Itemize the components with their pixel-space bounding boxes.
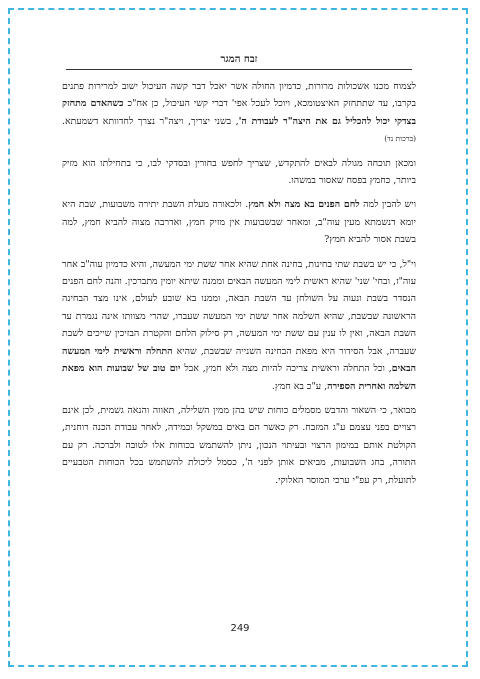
bold-text: כשהאדם מתחזק בצדקי יכול להכליל גם את היצה"ר לעבודת ה' (62, 98, 416, 127)
text: וי"ל, כי יש בשבת שתי בחינות, בחינה אחת שהיא אחר ששת ימי המעשה, והיא כדמיון עוה"ב אחר עוה"ז, ובחי' שני' שהיא ראשית לימי המעשה הבאים וממנה שיתא יומין מתברכין. והנה לחם הפנים הנסדר בשבת ונעוה על השולחן עד השבת הבאה, וממנו בא שובע לעולם, אינו מצד הבחינה הראשונה שבשבת, שהיא השלמה אחר ששת ימי המעשה שעברו, שהרי מצוותו אינה נגמרת עד השבת הבאה, ואין לו ענין עם ששת ימי המעשה, רק סילוק הלחם והקטרת הבזיכין שייכים לשבת שעברה, אבל הסידור היא מפאת הבחינה השנייה שבשבת, שהיא (62, 258, 416, 357)
paragraph-3 (62, 196, 416, 248)
page-number: 249 (230, 623, 250, 634)
paragraph-1 (62, 78, 416, 148)
text: . ולכאורה מעלת השבת יתירה משבועות, שבת היא יומא דנשמתא מעין עוה"ב, ומאחר שבשבועות אין מזיק חמץ, ואדרבה מצוה להביא חמץ, למה בשבת אסור להביא חמץ? (62, 199, 416, 246)
text: , וכל התחלה וראשית צריכה להיות מצה ולא חמץ, אבל (180, 363, 392, 375)
paragraph-5 (62, 402, 416, 489)
paragraph-4 (62, 256, 416, 395)
paragraph-2 (62, 155, 416, 190)
bold-text: לחם הפנים בא מצה ולא חמץ (248, 199, 360, 211)
bold-text: יום טוב של שבועות הוא מפאת השלמה ואחרית הספירה (62, 363, 416, 392)
page-body (62, 78, 416, 496)
text: ומכאן תוכחה מגולה לבאים להתקדש, שצריך לחפש בחורין ובסדקי לבו, כי בתחילתו הוא מזיק ביותר, כחמץ בפסח שאסור במשהו. (62, 157, 416, 187)
bold-text: התחלה וראשית לימי המעשה הבאים (62, 345, 416, 375)
source-citation: (ברכות נד) (384, 134, 416, 144)
running-header: זבח המגר (220, 54, 258, 65)
text: , ע"כ בא חמץ. (271, 380, 328, 392)
text: מבואר, כי השאור והדבש מסמלים כוחות שיש בהן ממין השלילה, תאווה והנאה גשמית, לכן אינם רצויים בפני עצמם ע"ג המזבח. רק כאשר הם באים במשקל ובמידה, לאחר עבודת הכנה רוחנית, הקולטת אותם במימון הרצוי ובעיתוי הנכון, ניתן להשתמש בכוחות אלו לטובה ולברכה. רק עם התורה, בחג השבועות, מביאים אותן לפני ה', כסמל ליכולת להשתמש בכל הכוחות הטבעיים לתועלת, רק עפ"י ערכי המוסר האלוקי. (62, 404, 416, 486)
text: לצמוח מכנו אשכולות מרורות, כדמיון החולה אשר יאכל דבר קשה העיכול ישוב למרירות פתנים בקרבו, עד שתתחזק האיצטומכא, ויוכל לעכל אפי' דברי קשי העיכול, כן אח"כ (62, 81, 416, 110)
header-rule (66, 69, 412, 70)
text: , בשני יצריך, ויצה"ר נצרך לחדוותא דשמעתא. (62, 115, 239, 127)
text: ויש להבין למה (359, 199, 416, 211)
